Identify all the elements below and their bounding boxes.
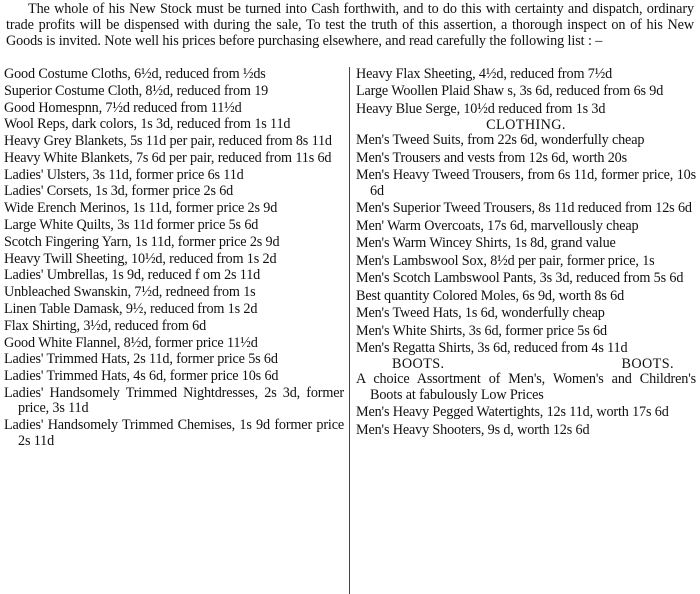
list-item: Men's Superior Tweed Trousers, 8s 11d reduced from 12s 6d <box>356 200 692 217</box>
boots-heading-right: BOOTS. <box>621 355 674 372</box>
boots-heading <box>356 357 696 373</box>
list-item: Good Costume Cloths, 6½d, reduced from ½ds <box>4 66 266 82</box>
list-item: Men's Warm Wincey Shirts, 1s 8d, grand value <box>356 235 616 252</box>
list-item: Men's Regatta Shirts, 3s 6d, reduced from 4s 11d <box>356 340 628 357</box>
list-item: Best quantity Colored Moles, 6s 9d, worth 8s 6d <box>356 287 625 304</box>
list-item: Heavy Grey Blankets, 5s 11d per pair, reduced from 8s 11d <box>4 133 332 150</box>
list-item: Large White Quilts, 3s 11d former price 5s 6d <box>4 217 259 234</box>
list-item: Ladies' Corsets, 1s 3d, former price 2s 6d <box>4 183 234 200</box>
list-item: Unbleached Swanskin, 7½d, redneed from 1s <box>4 284 256 301</box>
list-item: Men's Scotch Lambswool Pants, 3s 3d, reduced from 5s 6d <box>356 270 684 287</box>
list-item: Ladies' Trimmed Hats, 4s 6d, former price 10s 6d <box>4 368 279 385</box>
list-item: Good White Flannel, 8½d, former price 11½d <box>4 334 258 351</box>
price-list-right-column <box>356 67 696 438</box>
list-item: Men's Heavy Tweed Trousers, from 6s 11d, former price, 10s 6d <box>356 167 696 199</box>
list-item: Men's Heavy Pegged Watertights, 12s 11d, worth 17s 6d <box>356 404 669 421</box>
list-item: Men's Trousers and vests from 12s 6d, worth 20s <box>356 149 627 166</box>
list-item: Heavy White Blankets, 7s 6d per pair, reduced from 11s 6d <box>4 149 332 166</box>
list-item: Flax Shirting, 3½d, reduced from 6d <box>4 317 207 334</box>
list-item: Ladies' Handsomely Trimmed Nightdresses, 2s 3d, former price, 3s 11d <box>4 384 344 417</box>
list-item: Superior Costume Cloth, 8½d, reduced from 19 <box>4 82 269 99</box>
list-item: Wide Erench Merinos, 1s 11d, former price 2s 9d <box>4 200 278 217</box>
list-item: Men's Lambswool Sox, 8½d per pair, former price, 1s <box>356 252 655 269</box>
list-item: Wool Reps, dark colors, 1s 3d, reduced from 1s 11d <box>4 116 291 133</box>
list-item: A choice Assortment of Men's, Women's and Children's Boots at fabulously Low Prices <box>356 371 696 403</box>
clothing-heading: CLOTHING. <box>486 116 566 133</box>
list-item: Ladies' Trimmed Hats, 2s 11d, former price 5s 6d <box>4 351 278 368</box>
list-item: Men' Warm Overcoats, 17s 6d, marvellously cheap <box>356 217 639 234</box>
price-list-left-column <box>4 67 344 449</box>
list-item: Men's Tweed Suits, from 22s 6d, wonderfully cheap <box>356 132 645 149</box>
list-item: Heavy Flax Sheeting, 4½d, reduced from 7½d <box>356 66 613 82</box>
list-item: Good Homespnn, 7½d reduced from 11½d <box>4 99 242 116</box>
list-item: Scotch Fingering Yarn, 1s 11d, former price 2s 9d <box>4 233 280 250</box>
list-item: Ladies' Handsomely Trimmed Chemises, 1s 9d former price 2s 11d <box>4 417 344 449</box>
list-item: Ladies' Ulsters, 3s 11d, former price 6s 11d <box>4 166 244 183</box>
intro-paragraph: The whole of his New Stock must be turned into Cash forthwith, and to do this with certainty and dispatch, ordinary trade profits will be dispensed with during the sale, To test the truth of this assertion, a thorough inspect on of his New Goods is invited. Note well his prices before purchasing elsewhere, and read carefully the following list : – <box>6 1 694 50</box>
list-item: Heavy Twill Sheeting, 10½d, reduced from 1s 2d <box>4 250 277 267</box>
list-item: Ladies' Umbrellas, 1s 9d, reduced f om 2s 11d <box>4 267 261 284</box>
boots-heading-left: BOOTS. <box>392 355 445 372</box>
column-divider <box>349 67 350 594</box>
list-item: Heavy Blue Serge, 10½d reduced from 1s 3d <box>356 100 606 117</box>
list-item: Men's Tweed Hats, 1s 6d, wonderfully cheap <box>356 305 605 322</box>
list-item: Men's White Shirts, 3s 6d, former price 5s 6d <box>356 322 607 339</box>
list-item: Large Woollen Plaid Shaw s, 3s 6d, reduced from 6s 9d <box>356 83 664 100</box>
list-item: Men's Heavy Shooters, 9s d, worth 12s 6d <box>356 421 590 438</box>
list-item: Linen Table Damask, 9½, reduced from 1s 2d <box>4 300 258 317</box>
